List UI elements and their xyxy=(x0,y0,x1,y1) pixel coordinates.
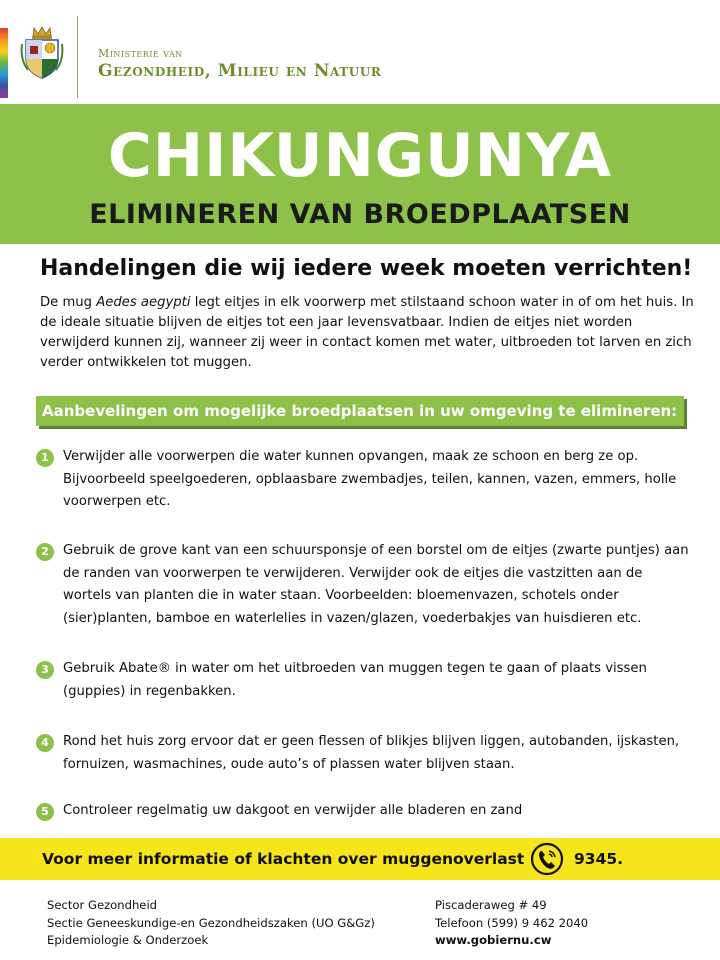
address-line: Sectie Geneeskundige-en Gezondheidszaken (UO G&Gz) xyxy=(47,915,375,930)
headline: Handelingen die wij iedere week moeten verrichten! xyxy=(40,256,693,281)
item-number: 5 xyxy=(36,803,54,821)
intro-after: legt eitjes in elk voorwerp met stilstaand schoon water in of om het huis. In de ideale situatie blijven de eitjes tot een jaar levensvatbaar. Indien de eitjes niet worden verwijderd kunnen zij, wanneer zij weer in contact komen met water, uitbroeden tot larven en zich verder ontwikkelen tot muggen. xyxy=(40,295,694,370)
item-text: Gebruik Abate® in water om het uitbroeden van muggen tegen te gaan of plaats vissen (guppies) in regenbakken. xyxy=(63,661,647,699)
item-number: 2 xyxy=(36,543,54,561)
address-right xyxy=(435,897,588,950)
phone-icon xyxy=(530,842,564,876)
item-text: Verwijder alle voorwerpen die water kunnen opvangen, maak ze schoon en berg ze op. Bijvoorbeeld speelgoederen, opblaasbare zwembadjes, teilen, kannen, vazen, emmers, holle voorwerpen etc. xyxy=(63,449,677,509)
recommendations-title: Aanbevelingen om mogelijke broedplaatsen in uw omgeving te elimineren: xyxy=(42,402,678,420)
address-line: Sector Gezondheid xyxy=(47,898,158,912)
banner-title: CHIKUNGUNYA xyxy=(107,121,613,191)
item-number: 1 xyxy=(36,449,54,467)
banner-subtitle: ELIMINEREN VAN BROEDPLAATSEN xyxy=(89,199,631,230)
list-item xyxy=(36,446,690,514)
item-number: 4 xyxy=(36,734,54,752)
street-address: Piscaderaweg # 49 xyxy=(435,898,547,912)
header-divider xyxy=(77,16,78,98)
ministry-prefix: Ministerie van xyxy=(98,47,183,60)
list-item xyxy=(36,800,690,823)
website-link[interactable]: www.gobiernu.cw xyxy=(435,933,552,947)
header xyxy=(0,0,720,100)
hotline-number: 9345. xyxy=(574,850,624,868)
intro-before: De mug xyxy=(40,295,97,310)
list-item xyxy=(36,731,690,776)
address-left xyxy=(47,897,375,950)
item-text: Controleer regelmatig uw dakgoot en verwijder alle bladeren en zand xyxy=(63,803,523,818)
list-item xyxy=(36,540,690,630)
list-item xyxy=(36,658,690,703)
item-text: Rond het huis zorg ervoor dat er geen flessen of blikjes blijven liggen, autobanden, ijskasten, fornuizen, wasmachines, oude auto’s of plassen water blijven staan. xyxy=(63,734,680,772)
info-text: Voor meer informatie of klachten over muggenoverlast xyxy=(42,850,525,868)
telephone: Telefoon (599) 9 462 2040 xyxy=(435,915,589,930)
intro-paragraph xyxy=(40,293,695,373)
address-line: Epidemiologie & Onderzoek xyxy=(47,933,209,947)
item-text: Gebruik de grove kant van een schuursponsje of een borstel om de eitjes (zwarte puntjes) aan de randen van voorwerpen te verwijderen. Verwijder ook de eitjes die vastzitten aan de wortels van planten die in water staan. Voorbeelden: bloemenvazen, schotels onder (sier)planten, bamboe en waterlelies in vazen/glazen, voederbakjes van huisdieren etc. xyxy=(63,543,689,626)
intro-species: Aedes aegypti xyxy=(96,295,191,310)
item-number: 3 xyxy=(36,661,54,679)
ministry-name: Gezondheid, Milieu en Natuur xyxy=(98,61,382,81)
coat-of-arms-icon xyxy=(20,24,64,80)
